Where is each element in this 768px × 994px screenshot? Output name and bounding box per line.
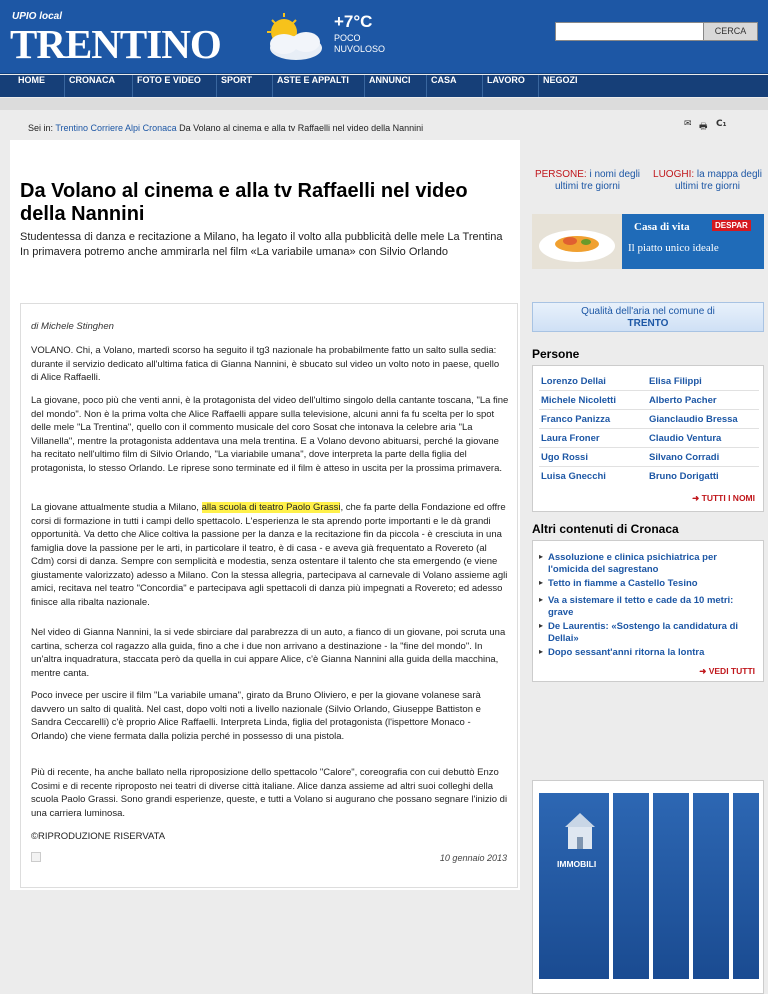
nav-item-annunci[interactable]: ANNUNCI (364, 75, 426, 97)
air-quality-label: Qualità dell'aria nel comune di (581, 306, 715, 317)
nav-item-negozi[interactable]: NEGOZI (538, 75, 600, 97)
article-paragraph: VOLANO. Chi, a Volano, martedì scorso ha seguito il tg3 nazionale ha probabilmente fatto un salto sulla sedia: durante il servizio dedicato all'ultima fatica di Gianna Nannini, è sbucato sul video un volto noto in paese, quello di Alice Raffaelli. (31, 345, 500, 383)
paragraph-text: , che fa parte della Fondazione ed offre corsi di formazione in tutti i campi dello spettacolo. L'esperienza le sta aprendo porte importanti e le dà grandi opportunità. Va detto che Alice coltiva la passione per la danza e la recitazione fin da piccola - è cresciuta in una famiglia dove la passione per le arti, in particolare il teatro, è di casa - e aveva già frequentato a Rovereto (al Cdm) corsi di danza. Sempre con semplicità e modestia, senza ostentare il talento che sta emergendo (e viene giustamente valorizzato) adesso a Milano. Con la stessa allegria, partecipava al carnevale di Volano assieme agli amici, recitava nel teatro "Concordia" e partecipava agli spettacoli di danza più impegnati a Rovereto; ed adesso finisce alla ribalta nazionale. (31, 502, 508, 608)
font-size-icon[interactable]: C₁ (716, 119, 727, 129)
site-header (0, 0, 768, 74)
person-link[interactable]: Lorenzo Dellai (541, 376, 606, 387)
person-link[interactable]: Silvano Corradi (649, 452, 720, 463)
related-article-link[interactable] (539, 621, 759, 645)
article-paragraph: Nel video di Gianna Nannini, la si vede sbirciare dal parabrezza di un auto, a fianco di un giovane, poi scruta una cartina, scherza col ragazzo alla guida, fino a che i due non arrivano a destinazione - la "fine del mondo". In un'altra inquadratura, staccata però da quella in cui appare Alice, c'è Gianna Nannini alla guida della macchina, mentre canta. (31, 627, 506, 679)
article-paragraph: La giovane, poco più che venti anni, è la protagonista del video dell'ultimo singolo della cantante toscana, "La fine del mondo". Non è la prima volta che Alice Raffaelli appare sulla televisione, alcuni anni fa fu scelta per lo spot delle mele "La Trentina", quello con il commento musicale del coro Sosat che intonava la celebre aria "La Villanella", mentre la protagonista addentava una mela trentina. E a Volano devono abituarsi, perché la giovane ha recitato nell'ultimo film di Silvio Orlando, "La viariabile umana", dove interpreta la parte della figlia del protagonista, lo stesso Orlando. Le riprese sono terminate ed il film è atteso in uscita per la prossima primavera. (31, 395, 509, 474)
breadcrumb-link-cronaca[interactable]: Cronaca (142, 123, 177, 133)
divider (539, 447, 759, 448)
ad-badge: DESPAR (712, 220, 751, 231)
person-link[interactable]: Gianclaudio Bressa (649, 414, 738, 425)
article-subtitle: Studentessa di danza e recitazione a Milano, ha legato il volto alla pubblicità delle mele La Trentina In primavera potremo anche ammirarla nel film «La variabile umana» con Silvio Orlando (20, 231, 503, 258)
person-link[interactable]: Bruno Dorigatti (649, 471, 719, 482)
article-body (20, 303, 518, 888)
breadcrumb (28, 123, 423, 133)
food-plate-image (532, 214, 622, 269)
weather-temperature: +7°C (334, 12, 373, 31)
image-placeholder-icon (31, 852, 41, 862)
brand-kicker: UPIO local (12, 11, 63, 22)
nav-item-sport[interactable]: SPORT (216, 75, 272, 97)
immobili-panel (693, 793, 729, 979)
weather-description: POCO NUVOLOSO (334, 33, 386, 54)
related-article-title: Dopo sessant'anni ritorna la lontra (548, 647, 705, 658)
advertisement-banner[interactable] (532, 214, 764, 269)
partly-cloudy-icon (256, 12, 328, 64)
person-link[interactable]: Alberto Pacher (649, 395, 717, 406)
person-link[interactable]: Claudio Ventura (649, 433, 722, 444)
immobili-widget[interactable] (532, 780, 764, 994)
luoghi-link-label: LUOGHI: (653, 169, 695, 180)
related-article-title: Va a sistemare il tetto e cade da 10 metri: grave (548, 595, 734, 618)
ad-tagline: Il piatto unico ideale (628, 242, 719, 254)
breadcrumb-link-trentino[interactable]: Trentino Corriere Alpi (55, 123, 141, 133)
luoghi-link-text: la mappa degli ultimi tre giorni (674, 169, 762, 192)
article-title: Da Volano al cinema e alla tv Raffaelli nel video della Nannini (20, 180, 468, 225)
search-button[interactable]: CERCA (703, 22, 758, 41)
immobili-panel (653, 793, 689, 979)
persone-link-text: i nomi degli ultimi tre giorni (554, 169, 641, 192)
article-paragraph (31, 501, 509, 609)
immobili-panel (733, 793, 759, 979)
highlighted-text: alla scuola di teatro Paolo Grassi (201, 502, 341, 513)
divider (539, 390, 759, 391)
bullet-arrow-icon: ▸ (539, 621, 544, 630)
persone-link[interactable] (530, 169, 645, 193)
person-link[interactable]: Michele Nicoletti (541, 395, 616, 406)
breadcrumb-current: Da Volano al cinema e alla tv Raffaelli nel video della Nannini (179, 123, 424, 133)
persone-link-label: PERSONE: (534, 169, 587, 180)
bullet-arrow-icon: ▸ (539, 578, 544, 587)
nav-spacer (0, 98, 768, 110)
divider (539, 466, 759, 467)
altri-contenuti-heading: Altri contenuti di Cronaca (532, 522, 679, 536)
related-article-title: De Laurentis: «Sostengo la candidatura di Dellai» (548, 621, 739, 644)
house-icon (563, 811, 597, 851)
divider (539, 428, 759, 429)
nav-item-aste-appalti[interactable]: ASTE E APPALTI (272, 75, 364, 97)
main-content (10, 140, 520, 890)
ad-brand: Casa di vita (634, 221, 690, 233)
breadcrumb-prefix: Sei in: (28, 123, 54, 133)
all-names-link[interactable]: ➜ TUTTI I NOMI (692, 493, 755, 503)
nav-item-cronaca[interactable]: CRONACA (64, 75, 132, 97)
related-article-link[interactable] (539, 578, 759, 590)
print-icon[interactable]: 🖶 (699, 122, 708, 132)
nav-item-home[interactable]: HOME (18, 75, 45, 85)
search-input[interactable] (555, 22, 705, 41)
immobili-label: IMMOBILI (557, 859, 597, 869)
article-byline: di Michele Stinghen (31, 321, 114, 332)
divider (539, 409, 759, 410)
related-article-title: Assoluzione e clinica psichiatrica per l'omicida del sagrestano (548, 552, 717, 575)
copyright-notice: ©RIPRODUZIONE RISERVATA (31, 831, 166, 842)
bullet-arrow-icon: ▸ (539, 595, 544, 604)
air-quality-city: TRENTO (627, 318, 669, 329)
persone-heading: Persone (532, 347, 580, 361)
person-link[interactable]: Ugo Rossi (541, 452, 588, 463)
paragraph-text: La giovane attualmente studia a Milano, (31, 502, 202, 513)
bullet-arrow-icon: ▸ (539, 647, 544, 656)
related-article-title: Tetto in fiamme a Castello Tesino (548, 578, 698, 589)
related-article-link[interactable] (539, 552, 759, 576)
nav-item-lavoro[interactable]: LAVORO (482, 75, 538, 97)
article-tools (684, 119, 764, 133)
nav-item-casa[interactable]: CASA (426, 75, 482, 97)
nav-item-foto-video[interactable]: FOTO E VIDEO (132, 75, 216, 97)
related-articles-list (532, 540, 764, 682)
immobili-panel (539, 793, 609, 979)
article-date: 10 gennaio 2013 (439, 853, 507, 863)
immobili-panel (613, 793, 649, 979)
luoghi-link[interactable] (650, 169, 765, 193)
persone-list (532, 365, 764, 512)
related-article-link[interactable] (539, 595, 759, 619)
related-article-link[interactable] (539, 647, 759, 659)
article-paragraph: Poco invece per uscire il film "La variabile umana", girato da Bruno Oliviero, e per la giovane volanese sarà davvero un salto di qualità. Nel cast, dopo volti noti a livello nazionale (Silvio Orlando, Giuseppe Battiston e Sandra Ceccarelli) c'è proprio Alice Raffaelli. Interpreta Linda, figlia del protagonista (l'ispettore Monaco - Orlando) che viene fermata dalla polizia perché in possesso di una pistola. (31, 690, 481, 742)
person-link[interactable]: Franco Panizza (541, 414, 611, 425)
site-logo[interactable]: TRENTINO (10, 21, 221, 67)
person-link[interactable]: Elisa Filippi (649, 376, 702, 387)
email-icon[interactable]: ✉ (684, 119, 692, 129)
article-paragraph: Più di recente, ha anche ballato nella riproposizione dello spettacolo "Calore", coreografia con cui debuttò Enzo Cosimi e di recente riproposto nei teatri di diverse città italiane. Alice danza assieme ad altri suoi colleghi della scuola Paolo Grassi. Sono grandi esperienze, queste, e tutti a Volano si augurano che possano segnare l'inizio di una carriera luminosa. (31, 767, 508, 819)
bullet-arrow-icon: ▸ (539, 552, 544, 561)
main-navigation (0, 75, 768, 97)
see-all-link[interactable]: ➜ VEDI TUTTI (699, 666, 755, 676)
person-link[interactable]: Luisa Gnecchi (541, 471, 606, 482)
person-link[interactable]: Laura Froner (541, 433, 600, 444)
air-quality-widget[interactable] (532, 302, 764, 332)
